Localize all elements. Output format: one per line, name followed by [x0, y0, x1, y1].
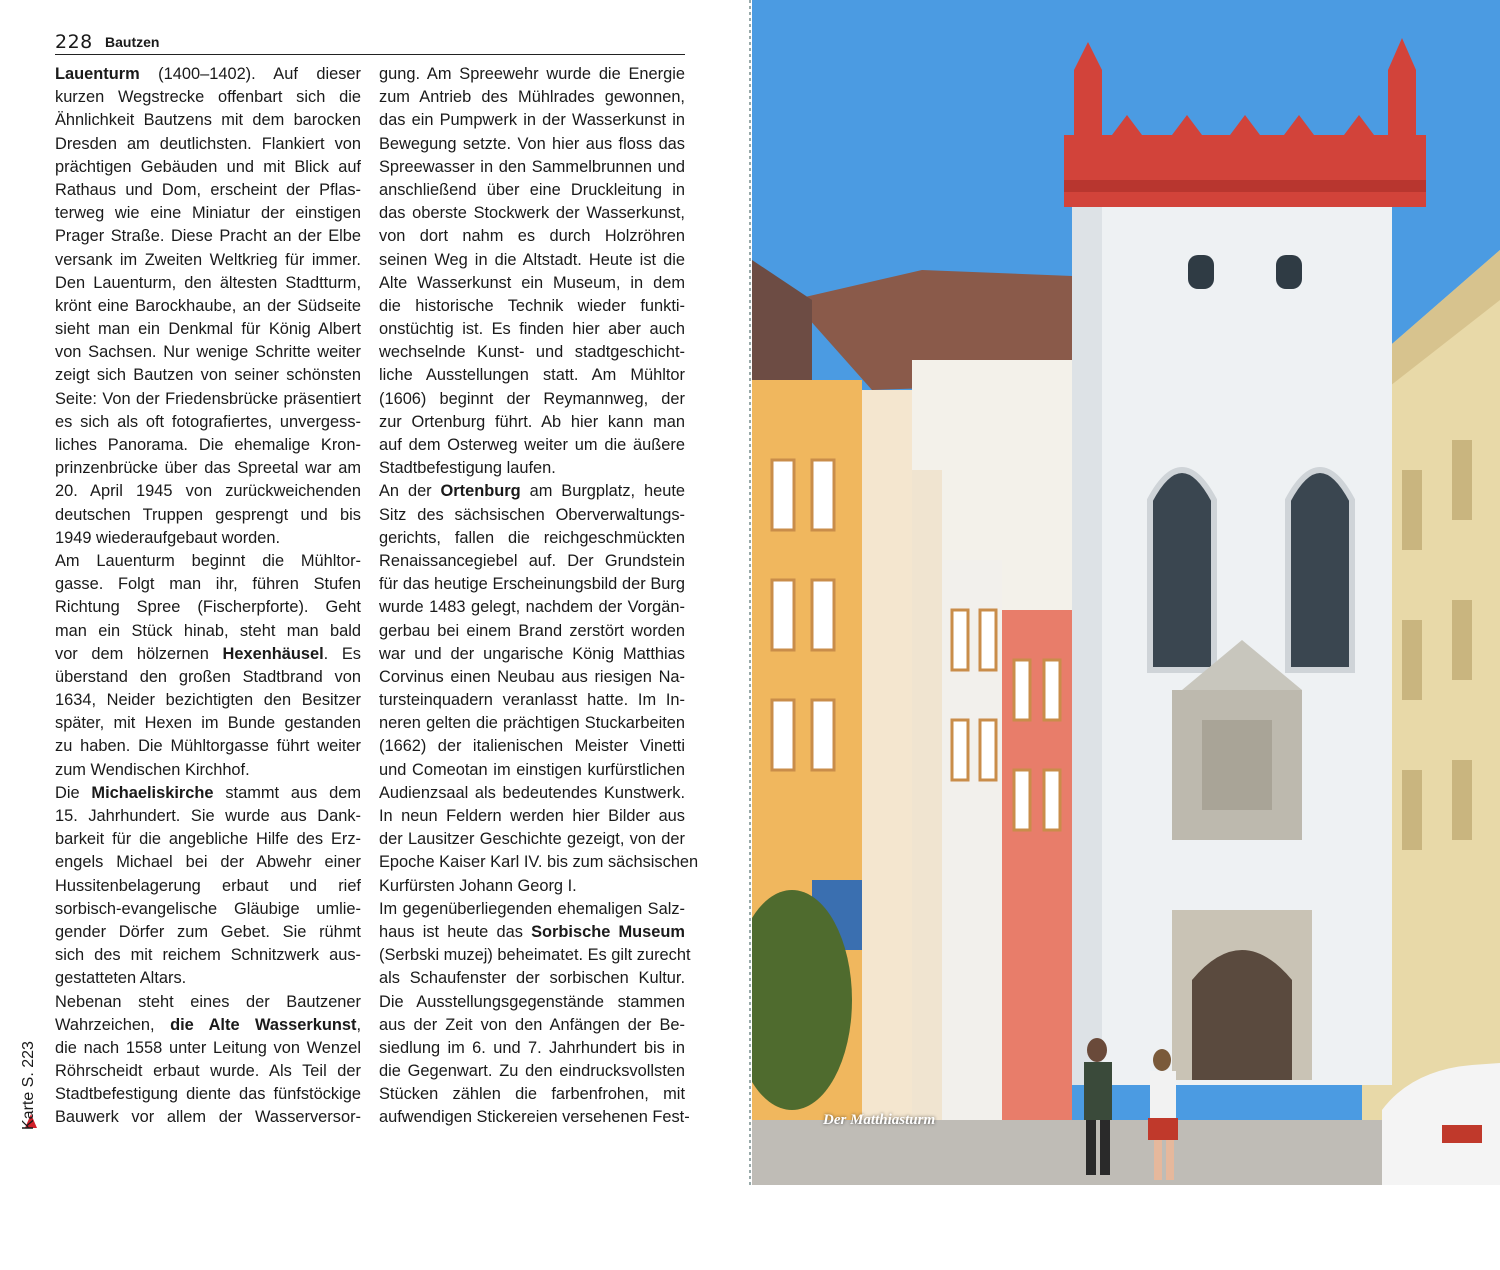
text-line: Wahrzeichen, die Alte Wasserkunst,	[55, 1015, 361, 1034]
text-line: wurde 1483 gelegt, nachdem der Vorgän-	[379, 598, 685, 617]
text-line: gung. Am Spreewehr wurde die Energie	[379, 65, 685, 83]
text-line: zum Wendischen Kirchhof.	[55, 760, 250, 779]
text-line: war und der ungarische König Matthias	[379, 644, 685, 663]
text-line: für das heutige Erscheinungsbild der Burg	[379, 575, 685, 594]
text-line: zu haben. Die Mühltorgasse führt weiter	[55, 737, 361, 756]
text-line: Dresden am deutlichsten. Flankiert von	[55, 134, 361, 153]
text-line: gerichts, fallen die reichgeschmückten	[379, 528, 685, 547]
text-line: seinen Weg in die Altstadt. Heute ist die	[379, 250, 685, 269]
text-line: In neun Feldern werden hier Bilder aus	[379, 807, 685, 825]
text-line: Lauenturm (1400–1402). Auf dieser	[55, 65, 361, 83]
text-line: der Lausitzer Geschichte gezeigt, von der	[379, 830, 685, 849]
text-line: engels Michael bei der Abwehr einer	[55, 853, 361, 872]
map-reference-label: Karte S. 223	[20, 1041, 37, 1130]
bold-keyword: Hexenhäusel	[222, 644, 324, 663]
text-line: Richtung Spree (Fischerpforte). Geht	[55, 598, 361, 617]
text-line: 20. April 1945 von zurückweichenden	[55, 482, 361, 501]
map-reference[interactable]	[20, 1041, 44, 1270]
text-line: anschließend über eine Druckleitung in	[379, 180, 685, 199]
text-line: 15. Jahrhundert. Sie wurde aus Dank-	[55, 807, 361, 825]
text-line: liches Panorama. Die ehemalige Kron-	[55, 436, 361, 454]
text-line: von dort nahm es durch Holzröhren	[379, 227, 685, 246]
text-line: liche Ausstellungen statt. Am Mühltor	[379, 366, 685, 385]
text-line: Am Lauenturm beginnt die Mühltor-	[55, 551, 361, 570]
text-line: kurzen Wegstrecke offenbart sich die	[55, 88, 361, 107]
bold-keyword: Ortenburg	[440, 482, 521, 501]
text-line: zum Antrieb des Mühlrades gewonnen,	[379, 88, 685, 107]
photo-matthiasturm	[752, 0, 1500, 1185]
text-line: (1606) beginnt der Reymannweg, der	[379, 389, 685, 408]
text-line: Corvinus einen Neubau aus riesigen Na-	[379, 667, 685, 686]
text-line: barkeit für die angebliche Hilfe des Erz-	[55, 830, 361, 849]
text-line: Sitz des sächsischen Oberverwaltungs-	[379, 505, 685, 524]
text-line: gasse. Folgt man ihr, führen Stufen	[55, 575, 361, 594]
text-line: gerbau bei einem Brand zerstört worden	[379, 621, 685, 640]
text-line: und Comeotan im einstigen kurfürstlichen	[379, 760, 685, 779]
text-line: terweg wie eine Miniatur der einstigen	[55, 204, 361, 223]
text-line: sich des mit reichem Schnitzwerk aus-	[55, 946, 361, 965]
text-line: deutschen Truppen gesprengt und bis	[55, 505, 361, 524]
text-page	[0, 0, 752, 1185]
text-line: aufwendigen Stickereien versehenen Fest-	[379, 1108, 690, 1127]
bold-keyword: die Alte Wasserkunst	[170, 1015, 357, 1034]
text-line: wechselnde Kunst- und stadtgeschicht-	[379, 343, 685, 362]
text-line: prinzenbrücke über das Spreetal war am	[55, 459, 361, 478]
text-line: Ähnlichkeit Bautzens mit dem barocken	[55, 111, 361, 130]
text-line: Epoche Kaiser Karl IV. bis zum sächsischen	[379, 853, 699, 872]
text-line: zeigt sich Bautzen von seiner schönsten	[55, 366, 361, 385]
text-line: Bauwerk vor allem der Wasserversor-	[55, 1108, 361, 1127]
text-line: überstand den großen Stadtbrand von	[55, 667, 361, 686]
text-line: Stadtbefestigung diente das fünfstöckige	[55, 1085, 361, 1104]
text-line: Seite: Von der Friedensbrücke präsentiert	[55, 389, 361, 408]
text-line: auf dem Osterweg weiter um die äußere	[379, 436, 685, 454]
text-line: als Schaufenster der sorbischen Kultur.	[379, 969, 685, 988]
text-line: Spreewasser in den Sammelbrunnen und	[379, 157, 685, 176]
text-line: Alte Wasserkunst ein Museum, in dem	[379, 273, 685, 292]
text-line: gender Dörfer zum Gebet. Sie rühmt	[55, 922, 361, 941]
text-line: von Sachsen. Nur wenige Schritte weiter	[55, 343, 361, 362]
text-line: Die Michaeliskirche stammt aus dem	[55, 783, 361, 802]
text-line: neren gelten die prächtigen Stuckarbeiten	[379, 714, 685, 733]
text-line: das oberste Stockwerk der Wasserkunst,	[379, 204, 685, 223]
text-line: Stadtbefestigung laufen.	[379, 459, 556, 478]
text-line: Stücken zählen die farbenfrohen, mit	[379, 1085, 685, 1104]
text-line: Röhrscheidt erbaut wurde. Als Teil der	[55, 1062, 361, 1081]
photo-caption: Der Matthiasturm	[823, 1112, 936, 1128]
text-line: (Serbski muzej) beheimatet. Es gilt zurecht	[379, 946, 691, 965]
text-line: das ein Pumpwerk in der Wasserkunst in	[379, 111, 685, 130]
text-line: die nach 1558 unter Leitung von Wenzel	[55, 1038, 361, 1057]
text-line: onstüchtig ist. Es finden hier aber auch	[379, 320, 685, 339]
text-line: aus der Zeit von den Anfängen der Be-	[379, 1015, 685, 1034]
text-line: prächtigen Gebäuden und mit Blick auf	[55, 157, 361, 176]
bold-keyword: Lauenturm	[55, 65, 140, 83]
text-line: Prager Straße. Diese Pracht an der Elbe	[55, 227, 361, 246]
bold-keyword: Sorbische Museum	[531, 922, 686, 941]
text-line: die historische Technik wieder funkti-	[379, 296, 685, 315]
text-line: 1949 wiederaufgebaut worden.	[55, 528, 281, 547]
text-line: krönt eine Barockhaube, an der Südseite	[55, 296, 361, 315]
text-line: (1662) der italienischen Meister Vinetti	[379, 737, 685, 756]
text-line: die Gegenwart. Zu den eindrucksvollsten	[379, 1062, 685, 1081]
text-line: Audienzsaal als bedeutendes Kunstwerk.	[379, 783, 685, 802]
text-line: Bewegung setzte. Von hier aus floss das	[379, 134, 685, 153]
text-line: siedlung im 6. und 7. Jahrhundert bis in	[379, 1038, 685, 1057]
text-line: An der Ortenburg am Burgplatz, heute	[379, 482, 685, 501]
text-column-left	[55, 63, 361, 1130]
text-line: haus ist heute das Sorbische Museum	[379, 922, 686, 941]
text-line: 1634, Neider bezichtigten den Besitzer	[55, 691, 361, 710]
text-line: Den Lauenturm, den ältesten Stadtturm,	[55, 273, 361, 292]
page-gutter	[749, 0, 751, 1185]
bold-keyword: Michaeliskirche	[91, 783, 214, 802]
running-header	[55, 30, 685, 55]
text-line: Die Ausstellungsgegenstände stammen	[379, 992, 685, 1011]
text-line: tursteinquadern veranlasst hatte. Im In-	[379, 691, 685, 710]
text-line: sorbisch-evangelische Gläubige umlie-	[55, 899, 361, 918]
section-title: Bautzen	[105, 34, 160, 50]
text-line: Hussitenbelagerung erbaut und rief	[55, 876, 361, 895]
text-line: versank im Zweiten Weltkrieg für immer.	[55, 250, 361, 269]
page-number: 228	[55, 31, 93, 53]
text-line: man ein Stück hinab, steht man bald	[55, 621, 361, 640]
text-line: Renaissancegiebel auf. Der Grundstein	[379, 551, 685, 570]
text-line: gestatteten Altars.	[55, 969, 187, 988]
text-line: Im gegenüberliegenden ehemaligen Salz-	[379, 899, 685, 918]
text-line: sieht man ein Denkmal für König Albert	[55, 320, 361, 339]
text-line: Nebenan steht eines der Bautzener	[55, 992, 361, 1011]
text-line: Kurfürsten Johann Georg I.	[379, 876, 577, 895]
text-line: vor dem hölzernen Hexenhäusel. Es	[55, 644, 361, 663]
text-line: später, mit Hexen im Bunde gestanden	[55, 714, 361, 733]
text-line: Rathaus und Dom, erscheint der Pflas-	[55, 180, 361, 199]
text-column-right	[379, 63, 699, 1130]
text-line: zur Ortenburg führt. Ab hier kann man	[379, 412, 685, 431]
text-line: es sich als oft fotografiertes, unvergess-	[55, 412, 361, 431]
